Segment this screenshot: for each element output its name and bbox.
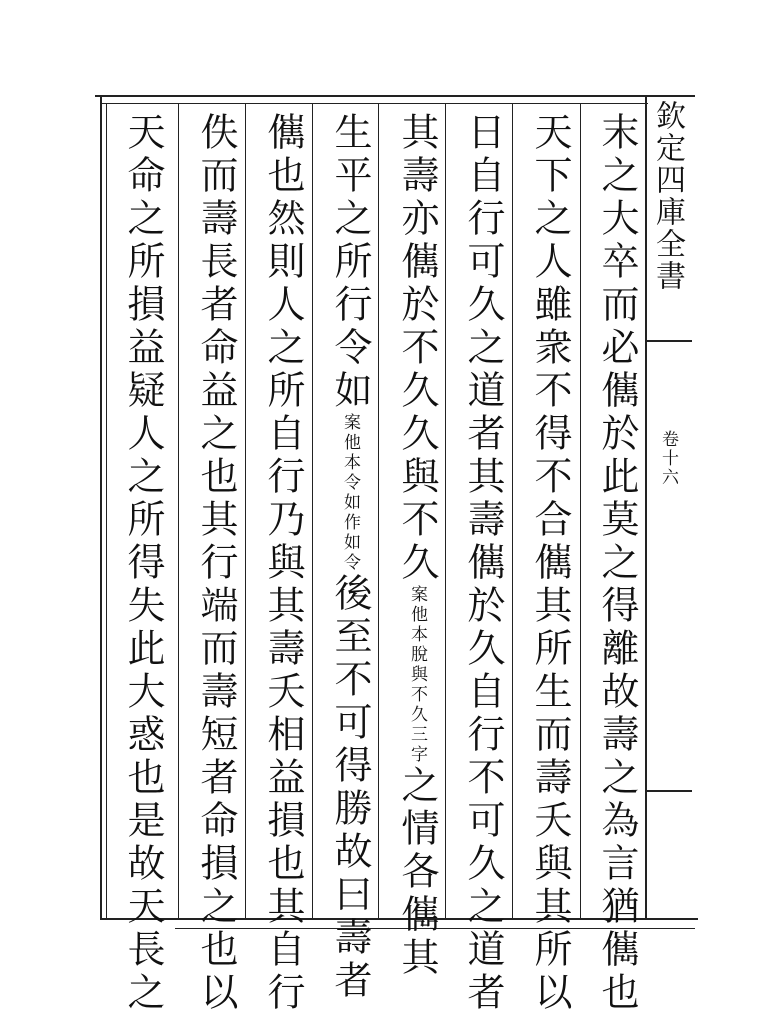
text-column-8 [118, 112, 168, 1015]
fold-mark-top [647, 340, 692, 342]
column-text: 㒞也然則人之所自行乃與其壽夭相益損也其自行 [261, 112, 305, 1015]
left-border [100, 95, 102, 920]
column-separator [512, 103, 513, 918]
column-separator [580, 103, 581, 918]
fold-line [645, 95, 647, 920]
editorial-note-line: 不久三字 [407, 685, 427, 765]
text-column-4 [392, 112, 442, 980]
editorial-note-line: 案他本令 [340, 413, 360, 493]
column-text: 天下之人雖衆不得不合㒞其所生而壽夭與其所以 [528, 112, 572, 1015]
column-separator [312, 103, 313, 918]
column-text: 日自行可久之道者其壽㒞於久自行不可久之道者 [461, 112, 505, 1015]
column-text: 之情各㒞其 [395, 765, 439, 980]
column-text: 佚而壽長者命益之也其行端而壽短者命損之也以 [194, 112, 238, 1015]
text-column-3 [458, 112, 508, 1015]
text-column-2 [525, 112, 575, 1015]
editorial-note [392, 585, 442, 765]
column-text: 生平之所行令如 [328, 112, 372, 413]
column-separator [178, 103, 179, 918]
column-text: 末之大卒而必㒞於此莫之得離故壽之為言猶㒞也 [595, 112, 639, 1015]
column-separator [245, 103, 246, 918]
juan-label: 卷十六 [658, 430, 678, 487]
column-separator [445, 103, 446, 918]
editorial-note-line: 如作如令 [340, 493, 360, 573]
top-border [95, 95, 695, 97]
column-text: 其壽亦㒞於不久久與不久 [395, 112, 439, 585]
text-column-7 [191, 112, 241, 1015]
book-title: 欽定四庫全書 [650, 100, 685, 292]
editorial-note [325, 413, 375, 573]
left-border-inner [106, 103, 107, 918]
fold-mark-bottom [647, 790, 692, 792]
text-column-5 [325, 112, 375, 1003]
editorial-note-line: 案他本脫與 [407, 585, 427, 685]
top-border-inner [100, 103, 648, 104]
text-column-6 [258, 112, 308, 1015]
text-column-1 [592, 112, 642, 1015]
column-text: 天命之所損益疑人之所得失此大惑也是故天長之 [121, 112, 165, 1015]
column-separator [378, 103, 379, 918]
column-text: 後至不可得勝故曰壽者 [328, 573, 372, 1003]
